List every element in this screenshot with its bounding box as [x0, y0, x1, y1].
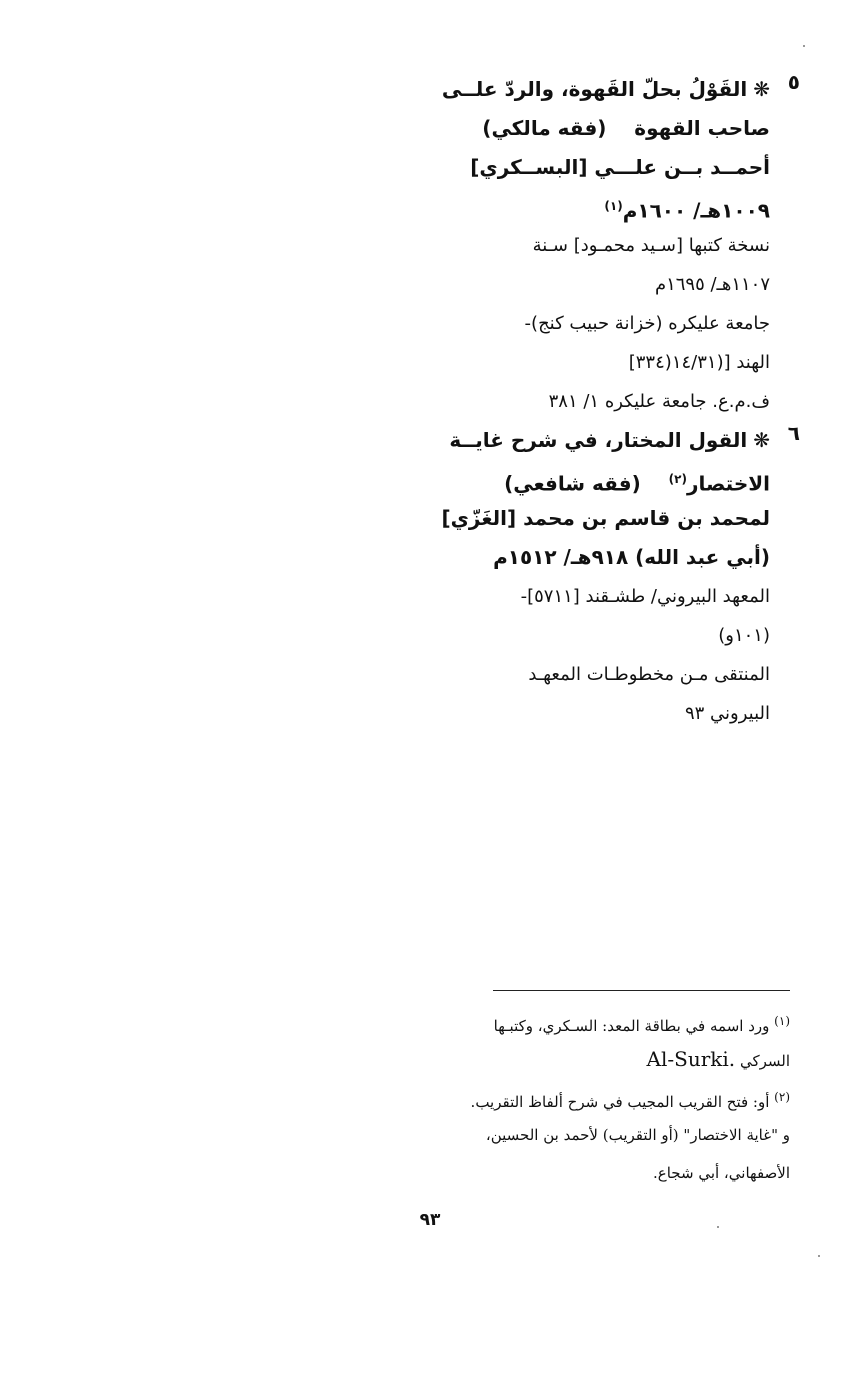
- entry-location-cont: الهند [(١٤/٣١(٣٣٤]: [628, 352, 770, 373]
- entry-number: ٥: [787, 70, 800, 94]
- footnote-divider: [493, 990, 790, 991]
- entry-author: أحمــد بــن علـــي [البســكري]: [470, 155, 770, 179]
- footnote-marker: (٢): [774, 1090, 790, 1104]
- scan-speck: [803, 45, 805, 47]
- page-number: ٩٣: [419, 1210, 441, 1230]
- footnote-1: [440, 1002, 790, 1040]
- footnotes: [440, 1002, 790, 1192]
- entries-column: [440, 70, 800, 733]
- entry-number: ٦: [787, 421, 800, 445]
- entry-reference: ف.م.ع. جامعة عليكره ١/ ٣٨١: [548, 391, 770, 412]
- entry-copy: نسخة كتبها [سـيد محمـود] سـنة: [532, 235, 770, 256]
- entry-title-cont: الاختصار: [686, 471, 770, 496]
- entry-5: [440, 70, 800, 421]
- footnote-text: ورد اسمه في بطاقة المعد: السـكري، وكتبـها: [493, 1017, 770, 1035]
- entry-title-cont: صاحب القهوة: [634, 116, 770, 140]
- entry-title-line: [440, 70, 770, 109]
- entry-title: القَوْلُ بحلّ القَهوة، والردّ علــى: [441, 77, 748, 101]
- footnote-2-cont: و "غاية الاختصار" (أو التقريب) لأحمد بن الحسين،: [485, 1126, 790, 1144]
- asterism-icon: ❋: [753, 77, 770, 101]
- entry-reference: المنتقى مـن مخطوطـات المعهـد: [528, 664, 770, 685]
- footnote-2: [440, 1078, 790, 1116]
- entry-6: [440, 421, 800, 733]
- entry-copy-date: ١١٠٧هـ/ ١٦٩٥م: [654, 274, 770, 295]
- entry-field: (فقه شافعي): [504, 471, 641, 496]
- footnote-ref: (١): [604, 199, 623, 213]
- scan-speck: [818, 1255, 820, 1257]
- entry-reference-cont: البيروني ٩٣: [684, 703, 770, 724]
- entry-dates: (أبي عبد الله) ٩١٨هـ/ ١٥١٢م: [493, 545, 770, 569]
- footnote-latin-name: Al-Surki.: [646, 1047, 736, 1071]
- entry-title-line: [440, 421, 770, 460]
- footnote-1-cont: [440, 1040, 790, 1078]
- entry-location: جامعة عليكره (خزانة حبيب كنج)-: [524, 313, 770, 334]
- scan-speck: [717, 1226, 719, 1228]
- footnote-ref: (٢): [668, 472, 687, 486]
- entry-location: المعهد البيروني/ طشـقند [٥٧١١]-: [520, 586, 770, 607]
- entry-dates: ١٠٠٩هـ/ ١٦٠٠م: [622, 198, 770, 223]
- entry-field: (فقه مالكي): [482, 116, 607, 140]
- footnote-marker: (١): [774, 1014, 790, 1028]
- entry-title-line: [440, 460, 770, 499]
- entry-title: القول المختار، في شرح غايــة: [449, 428, 748, 452]
- footnote-2-cont: الأصفهاني، أبي شجاع.: [653, 1164, 790, 1182]
- footnote-text: أو: فتح القريب المجيب في شرح ألفاظ التقريب.: [470, 1093, 770, 1111]
- entry-location-cont: (١٠١و): [718, 625, 770, 646]
- entry-author: لمحمد بن قاسم بن محمد [الغَزّي]: [441, 506, 770, 530]
- entry-title-line: [440, 109, 770, 148]
- entry-dates-line: [440, 187, 770, 226]
- footnote-text: السركي: [739, 1052, 790, 1070]
- asterism-icon: ❋: [753, 428, 770, 452]
